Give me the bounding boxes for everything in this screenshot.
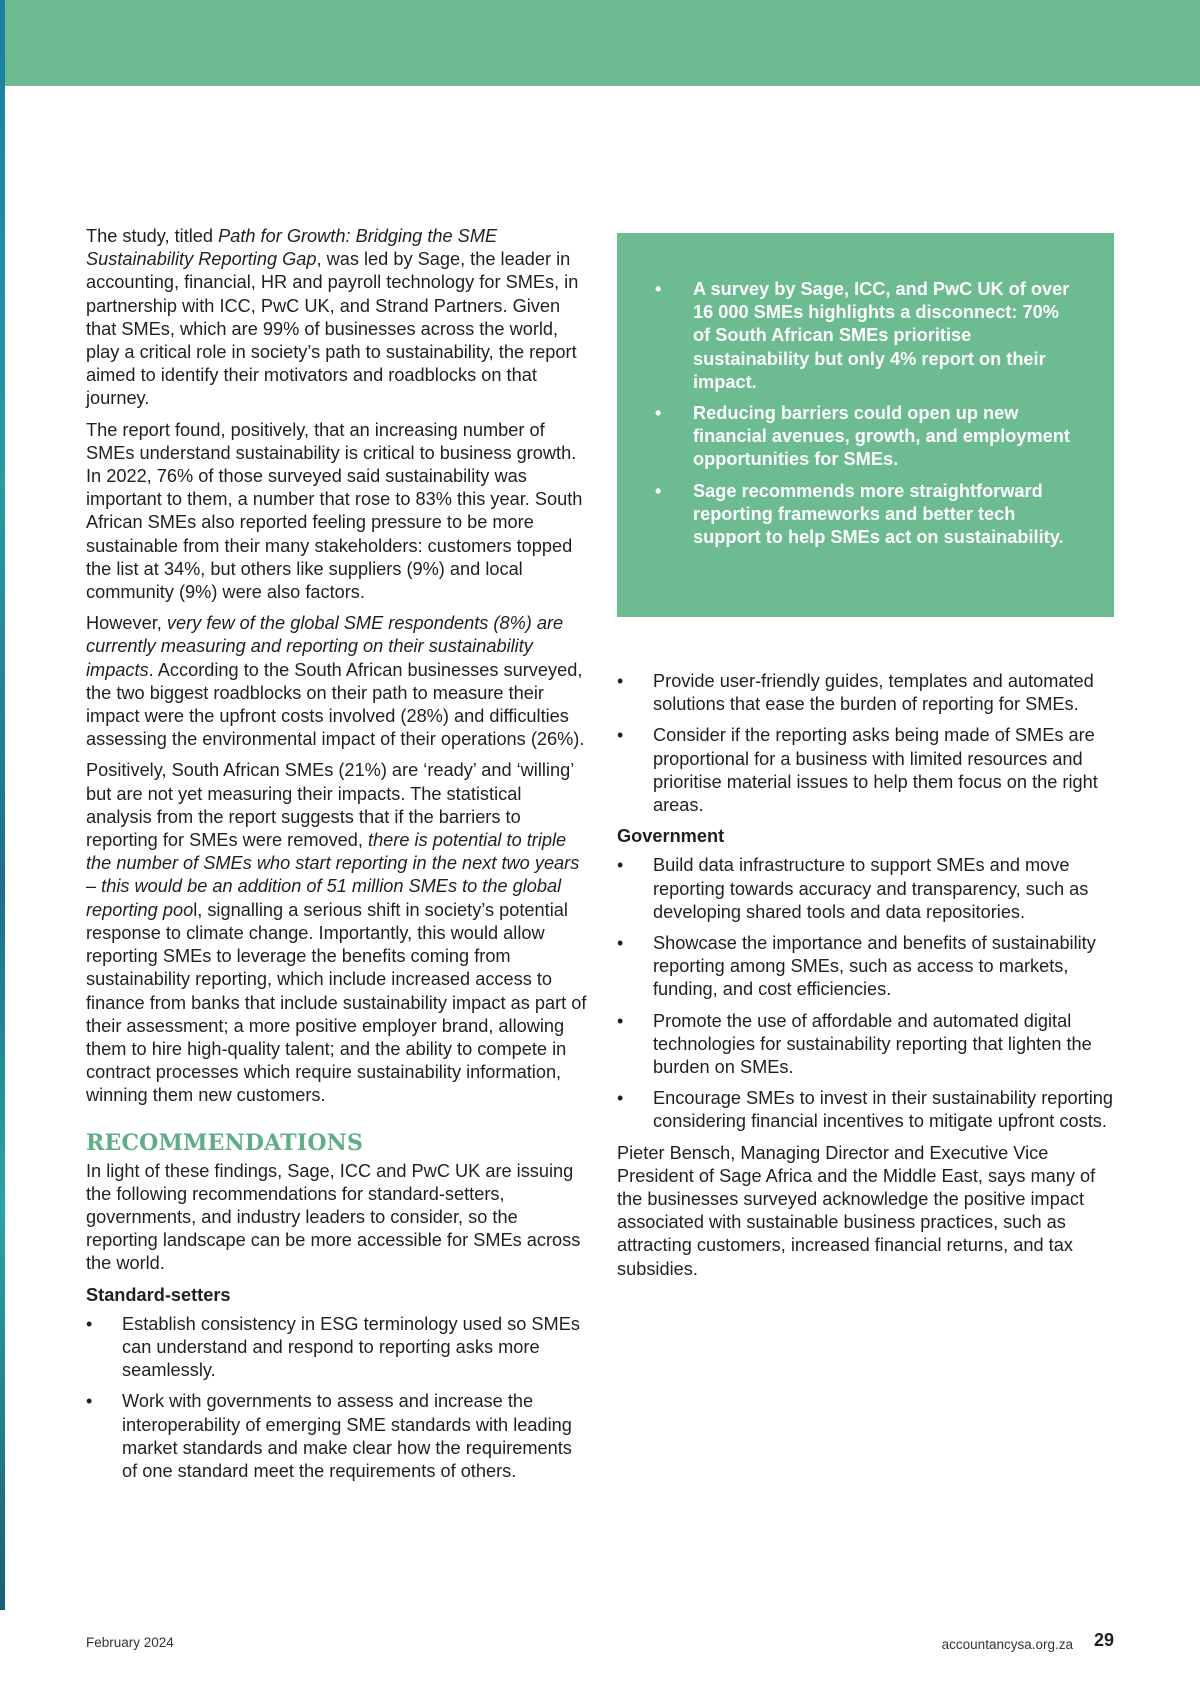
footer-date: February 2024 <box>86 1635 174 1650</box>
page-number: 29 <box>1093 1630 1114 1650</box>
left-column <box>86 225 591 1491</box>
potential-paragraph: Positively, South African SMEs (21%) are ‘ready’ and ‘willing’ but are not yet measuring their impacts. The statistical analysis from the report suggests that if the barriers to reporting for SMEs were removed, there is potential to triple the number of SMEs who start reporting in the next two years – this would be an addition of 51 million SMEs to the global reporting pool, signalling a serious shift in society’s potential response to climate change. Importantly, this would allow reporting SMEs to leverage the benefits coming from sustainability reporting, which include increased access to finance from banks that include sustainability impact as part of their assessment; a more positive employer brand, allowing them to hire high-quality talent; and the ability to compete in contract processes which require sustainability information, winning them new customers. <box>86 760 587 1106</box>
key-point: • Sage recommends more straightforward reporting frameworks and better tech support to help SMEs act on sustainability. <box>655 480 1074 550</box>
right-column <box>617 670 1117 1289</box>
recommendations-intro: In light of these findings, Sage, ICC and PwC UK are issuing the following recommendations for standard-setters, governments, and industry leaders to consider, so the reporting landscape can be more accessible for SMEs across the world. <box>86 1160 581 1274</box>
roadblocks-paragraph: However, very few of the global SME respondents (8%) are currently measuring and reporting on their sustainability impacts. According to the South African businesses surveyed, the two biggest roadblocks on their path to measure their impact were the upfront costs involved (28%) and difficulties assessing the environmental impact of their operations (26%). <box>86 613 585 750</box>
left-edge-decoration <box>0 0 5 1610</box>
header-band <box>5 0 1200 86</box>
intro-paragraph: The study, titled Path for Growth: Bridging the SME Sustainability Reporting Gap, was led by Sage, the leader in accounting, financial, HR and payroll technology for SMEs, in partnership with ICC, PwC UK, and Strand Partners. Given that SMEs, which are 99% of businesses across the world, play a critical role in society’s path to sustainability, the report aimed to identify their motivators and roadblocks on that journey. <box>86 226 579 409</box>
list-item: • Build data infrastructure to support SMEs and move reporting towards accuracy and transparency, such as developing shared tools and data repositories. <box>617 854 1117 924</box>
government-list <box>617 854 1117 1133</box>
recommendations-heading: RECOMMENDATIONS <box>86 1129 364 1156</box>
key-points-box <box>617 233 1114 617</box>
standard-setters-list-continued <box>617 670 1117 817</box>
government-heading: Government <box>617 826 725 847</box>
closing-paragraph: Pieter Bensch, Managing Director and Executive Vice President of Sage Africa and the Middle East, says many of the businesses surveyed acknowledge the positive impact associated with sustainable business practices, such as attracting customers, increased financial returns, and tax subsidies. <box>617 1142 1096 1279</box>
key-point: • A survey by Sage, ICC, and PwC UK of over 16 000 SMEs highlights a disconnect: 70% of South African SMEs prioritise sustainability but only 4% report on their impact. <box>655 278 1074 394</box>
list-item: • Work with governments to assess and increase the interoperability of emerging SME standards with leading market standards and make clear how the requirements of one standard meet the requirements of others. <box>86 1390 591 1483</box>
key-point: • Reducing barriers could open up new financial avenues, growth, and employment opportunities for SMEs. <box>655 402 1074 472</box>
list-item: • Establish consistency in ESG terminology used so SMEs can understand and respond to reporting asks more seamlessly. <box>86 1313 591 1383</box>
list-item: • Consider if the reporting asks being made of SMEs are proportional for a business with limited resources and prioritise material issues to help them focus on the right areas. <box>617 724 1117 817</box>
list-item: • Provide user-friendly guides, templates and automated solutions that ease the burden of reporting for SMEs. <box>617 670 1117 716</box>
findings-paragraph: The report found, positively, that an increasing number of SMEs understand sustainability is critical to business growth. In 2022, 76% of those surveyed said sustainability was important to them, a number that rose to 83% this year. South African SMEs also reported feeling pressure to be more sustainable from their many stakeholders: customers topped the list at 34%, but others like suppliers (9%) and local community (9%) were also factors. <box>86 419 583 603</box>
list-item: • Encourage SMEs to invest in their sustainability reporting considering financial incentives to mitigate upfront costs. <box>617 1087 1117 1133</box>
list-item: • Showcase the importance and benefits of sustainability reporting among SMEs, such as access to markets, funding, and cost efficiencies. <box>617 932 1117 1002</box>
list-item: • Promote the use of affordable and automated digital technologies for sustainability reporting that lighten the burden on SMEs. <box>617 1010 1117 1080</box>
report-title: Path for Growth: Bridging the SME Sustainability Reporting Gap <box>86 226 498 270</box>
standard-setters-list <box>86 1313 591 1483</box>
standard-setters-heading: Standard-setters <box>86 1284 231 1305</box>
footer-website: accountancysa.org.za <box>941 1637 1073 1652</box>
key-points-list <box>617 233 1114 549</box>
